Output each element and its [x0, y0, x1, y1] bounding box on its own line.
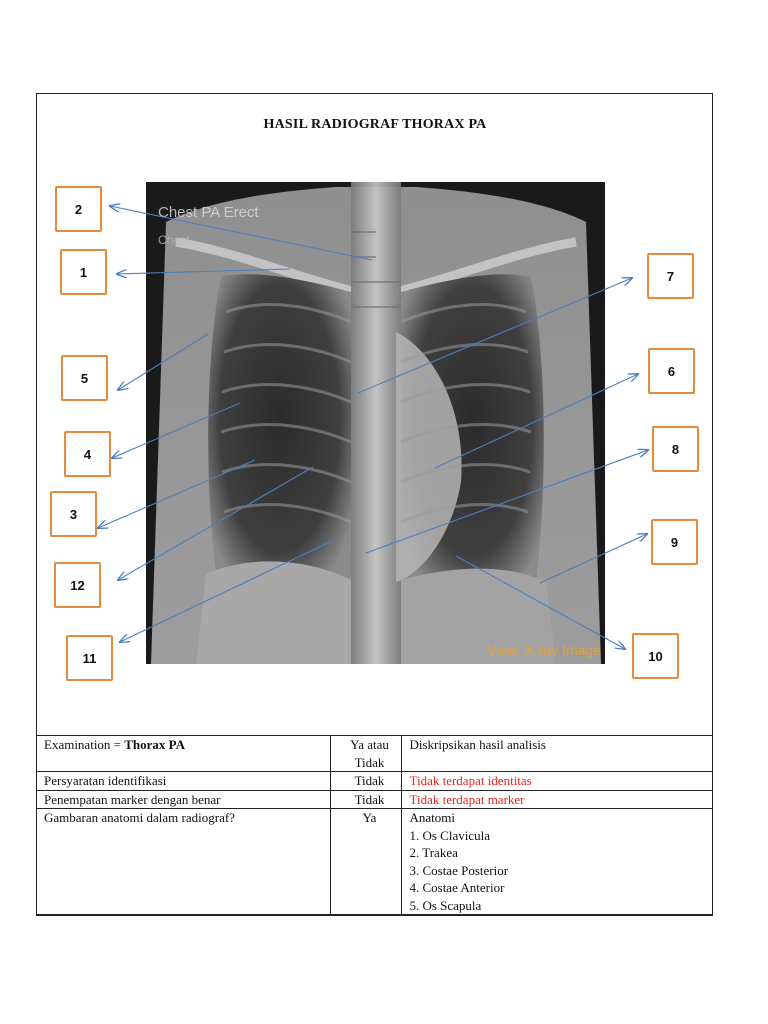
marker-label-10: 10	[632, 633, 679, 679]
row-result: Tidak terdapat marker	[402, 790, 713, 809]
xray-caption-region: Chest	[158, 233, 190, 247]
anatomy-title: Anatomi	[409, 810, 455, 825]
row-answer: Ya	[330, 809, 402, 915]
anatomy-item: 2. Trakea	[409, 845, 458, 860]
anatomy-item: 5. Os Scapula	[409, 897, 482, 913]
marker-label-2: 2	[55, 186, 102, 232]
marker-label-9: 9	[651, 519, 698, 565]
examination-prefix: Examination =	[44, 737, 125, 752]
header-description: Diskripsikan hasil analisis	[402, 736, 713, 772]
document-title: HASIL RADIOGRAF THORAX PA	[263, 117, 487, 132]
chest-xray-image	[146, 182, 605, 664]
xray-caption-title: Chest PA Erect	[158, 204, 259, 221]
xray-drawing	[146, 182, 605, 664]
row-criterion: Penempatan marker dengan benar	[37, 790, 331, 809]
marker-label-8: 8	[652, 426, 699, 472]
marker-label-3: 3	[50, 491, 97, 537]
header-yes-no	[330, 736, 402, 772]
anatomy-item: 3. Costae Posterior	[409, 862, 509, 878]
table-row	[37, 772, 713, 791]
row-result: Tidak terdapat identitas	[402, 772, 713, 791]
table-row	[37, 790, 713, 809]
header-yes-no-line2: Tidak	[354, 754, 385, 770]
xray-caption-view: View: X-ray Image	[486, 642, 601, 658]
row-answer: Tidak	[330, 790, 402, 809]
analysis-table	[36, 735, 713, 915]
anatomy-item: 4. Costae Anterior	[409, 880, 505, 895]
marker-label-4: 4	[64, 431, 111, 477]
marker-label-12: 12	[54, 562, 101, 608]
marker-label-6: 6	[648, 348, 695, 394]
marker-label-1: 1	[60, 249, 107, 295]
table-row	[37, 809, 713, 915]
row-result-anatomy	[402, 809, 713, 915]
marker-label-7: 7	[647, 253, 694, 299]
table-header-row	[37, 736, 713, 772]
anatomy-item: 1. Os Clavicula	[409, 827, 490, 843]
examination-value: Thorax PA	[124, 737, 186, 752]
row-answer: Tidak	[330, 772, 402, 791]
row-criterion: Gambaran anatomi dalam radiograf?	[37, 809, 331, 915]
header-examination	[37, 736, 331, 772]
header-yes-no-line1: Ya atau	[350, 737, 389, 752]
row-criterion: Persyaratan identifikasi	[37, 772, 331, 791]
marker-label-5: 5	[61, 355, 108, 401]
marker-label-11: 11	[66, 635, 113, 681]
